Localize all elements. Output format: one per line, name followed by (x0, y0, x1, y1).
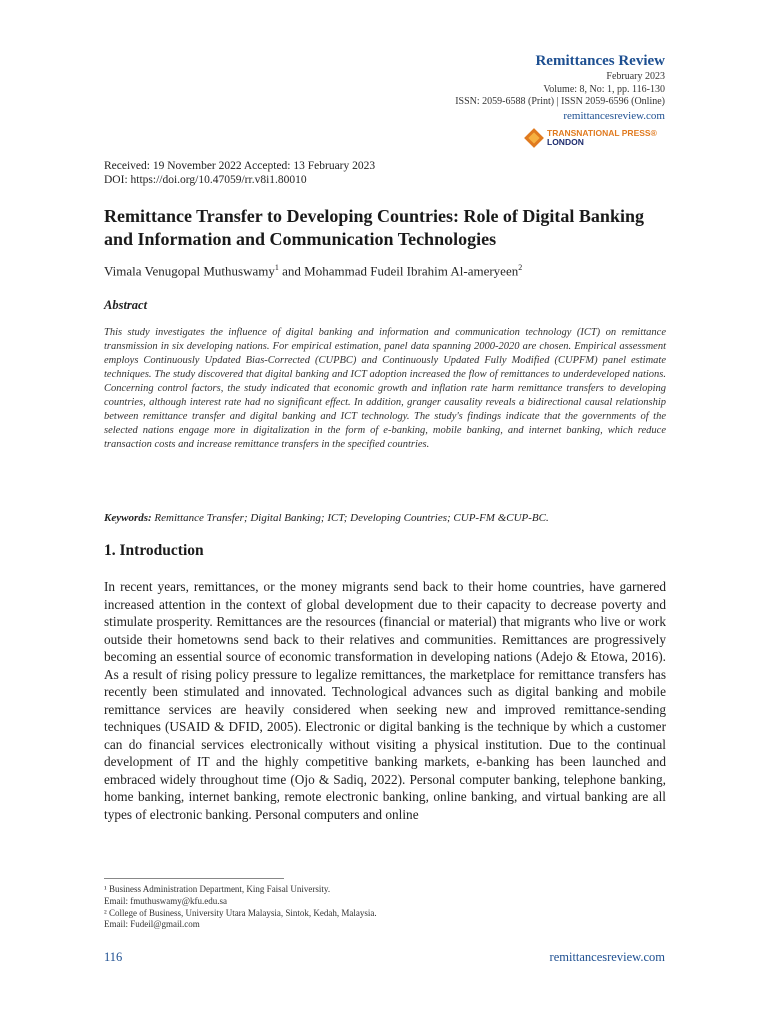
author-2: Mohammad Fudeil Ibrahim Al-ameryeen (304, 263, 519, 279)
footnotes (104, 884, 377, 931)
doi-link[interactable]: DOI: https://doi.org/10.47059/rr.v8i1.80010 (104, 174, 307, 186)
footnote-1-email: Email: fmuthuswamy@kfu.edu.sa (104, 895, 228, 906)
footnote-1: ¹ Business Administration Department, King Faisal University. (104, 884, 331, 894)
footnote-divider (104, 878, 284, 879)
footnote-2: ² College of Business, University Utara Malaysia, Sintok, Kedah, Malaysia. (104, 907, 377, 918)
page-number: 116 (104, 950, 123, 964)
author-2-affiliation-mark: 2 (518, 263, 523, 272)
issn-info: ISSN: 2059-6588 (Print) | ISSN 2059-6596 (Online) (455, 96, 665, 107)
keywords (104, 512, 666, 524)
volume-info: Volume: 8, No: 1, pp. 116-130 (543, 83, 665, 95)
footnote-2-email: Email: Fudeil@gmail.com (104, 919, 200, 930)
journal-header (455, 52, 665, 123)
issue-date: February 2023 (606, 71, 665, 82)
author-1-affiliation-mark: 1 (274, 263, 279, 272)
abstract-heading: Abstract (104, 298, 148, 312)
submission-info (104, 159, 375, 187)
received-accepted-dates: Received: 19 November 2022 Accepted: 13 February 2023 (104, 160, 376, 172)
author-1: Vimala Venugopal Muthuswamy (104, 263, 275, 279)
abstract-text: This study investigates the influence of digital banking and information and communication technology (ICT) on remittance transmission in six developing nations. For empirical estimation, panel data spanning 2000-2020 are chosen. Empirical assessment employs Continuously Updated Bias-Corrected (CUPBC) and Continuously Updated Fully Modified (CUPFM) panel estimate techniques. The study discovered that digital banking and ICT adoption increased the flow of remittances to underdeveloped nations. Concerning control factors, the study indicated that economic growth and inflation rate harm remittance transfers to developing countries, although interest rate had no significant effect. In addition, granger causality reveals a bidirectional causal relationship between remittance transfer and digital banking and ICT technology. The study's findings indicate that the governments of the selected nations engage more in digitalization in the form of e-banking, mobile banking, and internet banking, which reduce transaction costs and increase remittance transfers in the specified countries. (104, 327, 666, 450)
footer-website-link[interactable]: remittancesreview.com (549, 950, 665, 964)
publisher-diamond-icon (524, 128, 544, 148)
publisher-logo (527, 127, 657, 149)
keywords-label: Keywords: (104, 512, 152, 524)
introduction-heading: 1. Introduction (104, 542, 204, 559)
journal-website-link[interactable]: remittancesreview.com (563, 109, 665, 122)
publisher-city: LONDON (547, 137, 584, 147)
journal-name: Remittances Review (535, 53, 665, 69)
keywords-text: Remittance Transfer; Digital Banking; ICT; Developing Countries; CUP-FM &CUP-BC. (151, 512, 549, 524)
author-separator: and (278, 263, 305, 279)
paper-title: Remittance Transfer to Developing Countries: Role of Digital Banking and Information and Communication Technologies (104, 206, 644, 249)
introduction-text: In recent years, remittances, or the money migrants send back to their home countries, have garnered increased attention in the context of global development due to their capacity to decrease poverty and stimulate prosperity. Remittances are the resources (financial or material) that migrants who live or work outside their hometowns send back to their relatives and communities. Remittances are progressively becoming an essential source of economic transformation in developing nations (Adejo & Etowa, 2016). As a result of rising policy pressure to legalize remittances, the marketplace for remittance transfers has recently been stimulated and innovated. Technological advances such as digital banking and mobile remittance services are heavily considered when seeking new and improved remittance-sending techniques (USAID & DFID, 2005). Electronic or digital banking is the technique by which a customer can do financial services electronically without visiting a physical institution. Due to the continual development of IT and the highly competitive banking markets, e-banking has been launched and embraced widely throughout time (Ojo & Sadiq, 2022). Personal computer banking, telephone banking, home banking, internet banking, remote electronic banking, online banking, and virtual banking are all types of electronic banking. Personal computers and online (104, 579, 666, 822)
publisher-name: TRANSNATIONAL PRESS® (547, 128, 657, 138)
author-list (104, 263, 522, 279)
